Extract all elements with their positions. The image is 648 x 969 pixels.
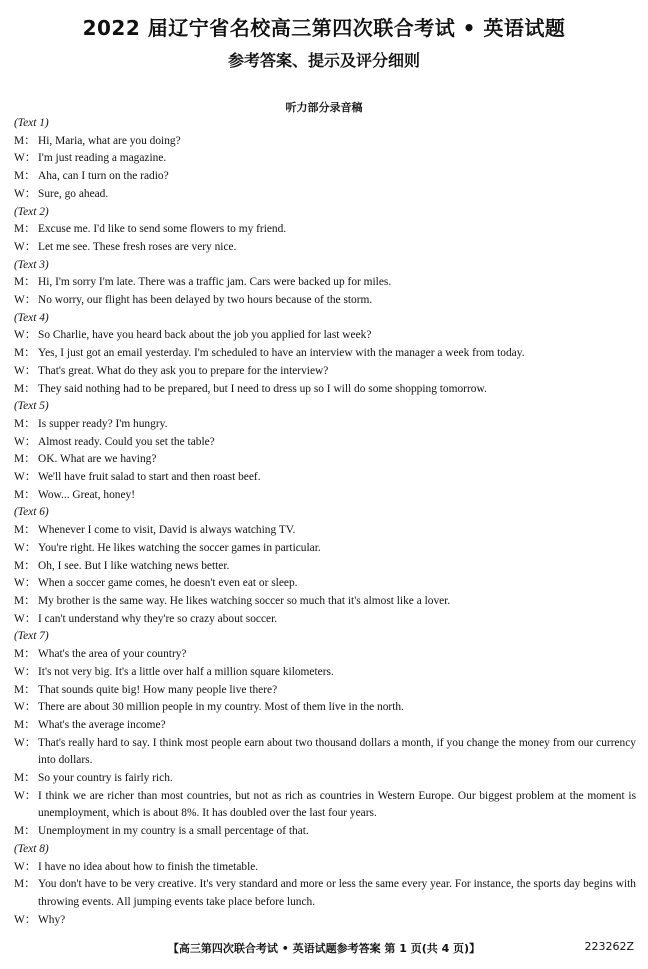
dialogue-line	[14, 292, 636, 310]
dialogue-line	[14, 912, 636, 930]
dialogue-line	[14, 522, 636, 540]
dialogue-line	[14, 133, 636, 151]
dialogue-line	[14, 611, 636, 629]
footer-text: 【高三第四次联合考试 • 英语试题参考答案 第 1 页(共 4 页)】	[167, 942, 481, 955]
dialogue-text: That's great. What do they ask you to prepare for the interview?	[38, 364, 329, 377]
dialogue-text: Excuse me. I'd like to send some flowers to my friend.	[38, 223, 287, 236]
speaker-label: W：	[14, 665, 37, 678]
speaker-label: W：	[14, 736, 37, 749]
text-heading: (Text 4)	[14, 311, 49, 324]
speaker-label: M：	[14, 347, 36, 360]
dialogue-text: Unemployment in my country is a small percentage of that.	[38, 825, 309, 838]
speaker-label: W：	[14, 471, 37, 484]
dialogue-line	[14, 434, 636, 452]
text-heading: (Text 3)	[14, 258, 49, 271]
dialogue-line	[14, 876, 636, 911]
dialogue-text: Almost ready. Could you set the table?	[38, 435, 215, 448]
speaker-label: M：	[14, 648, 36, 661]
speaker-label: W：	[14, 789, 37, 802]
dialogue-text: I have no idea about how to finish the timetable.	[38, 860, 259, 873]
dialogue-line	[14, 646, 636, 664]
footer-code: 223262Z	[584, 940, 634, 953]
document-subtitle: 参考答案、提示及评分细则	[227, 51, 420, 70]
speaker-label: M：	[14, 559, 36, 572]
dialogue-text: Wow... Great, honey!	[38, 488, 136, 501]
dialogue-line	[14, 451, 636, 469]
dialogue-text: What's the area of your country?	[38, 648, 187, 661]
dialogue-line	[14, 416, 636, 434]
dialogue-line	[14, 682, 636, 700]
dialogue-text: What's the average income?	[38, 718, 166, 731]
dialogue-line	[14, 274, 636, 292]
speaker-label: M：	[14, 417, 36, 430]
dialogue-line	[14, 735, 636, 770]
dialogue-text: Why?	[38, 913, 66, 926]
dialogue-text: Let me see. These fresh roses are very nice.	[38, 240, 237, 253]
speaker-label: W：	[14, 329, 37, 342]
dialogue-line	[14, 664, 636, 682]
dialogue-text: I can't understand why they're so crazy about soccer.	[38, 612, 278, 625]
dialogue-text: Is supper ready? I'm hungry.	[38, 417, 168, 430]
speaker-label: M：	[14, 453, 36, 466]
speaker-label: W：	[14, 152, 37, 165]
dialogue-text: They said nothing had to be prepared, but I need to dress up so I will do some shopping tomorrow.	[38, 382, 487, 395]
text-heading: (Text 7)	[14, 630, 49, 643]
dialogue-line	[14, 788, 636, 823]
dialogue-line	[14, 575, 636, 593]
speaker-label: M：	[14, 170, 36, 183]
text-heading: (Text 8)	[14, 842, 49, 855]
dialogue-text: Hi, I'm sorry I'm late. There was a traffic jam. Cars were backed up for miles.	[38, 276, 392, 289]
speaker-label: M：	[14, 825, 36, 838]
dialogue-text: Sure, go ahead.	[38, 187, 109, 200]
dialogue-text: You're right. He likes watching the soccer games in particular.	[38, 541, 321, 554]
dialogue-line	[14, 540, 636, 558]
dialogue-text: So your country is fairly rich.	[38, 772, 173, 785]
section-heading: 听力部分录音稿	[285, 101, 363, 114]
speaker-label: W：	[14, 612, 37, 625]
dialogue-text: It's not very big. It's a little over half a million square kilometers.	[38, 665, 334, 678]
speaker-label: W：	[14, 860, 37, 873]
dialogue-line	[14, 363, 636, 381]
speaker-label: M：	[14, 772, 36, 785]
dialogue-text: I'm just reading a magazine.	[38, 152, 167, 165]
dialogue-text: We'll have fruit salad to start and then roast beef.	[38, 471, 261, 484]
dialogue-text: OK. What are we having?	[38, 453, 157, 466]
speaker-label: W：	[14, 364, 37, 377]
dialogue-line	[14, 699, 636, 717]
dialogue-text: No worry, our flight has been delayed by two hours because of the storm.	[38, 294, 373, 307]
speaker-label: M：	[14, 223, 36, 236]
dialogue-line	[14, 770, 636, 788]
speaker-label: M：	[14, 134, 36, 147]
dialogue-line	[14, 859, 636, 877]
dialogue-line	[14, 221, 636, 239]
speaker-label: M：	[14, 594, 36, 607]
dialogue-text: My brother is the same way. He likes watching soccer so much that it's almost like a lover.	[38, 594, 451, 607]
dialogue-text: Aha, can I turn on the radio?	[38, 170, 169, 183]
speaker-label: W：	[14, 435, 37, 448]
dialogue-text: I think we are richer than most countries, but not as rich as countries in Western Europe. Our biggest problem at the moment is unemployment, which is about 8%. It has doubled over the last four years.	[38, 789, 636, 820]
dialogue-text: So Charlie, have you heard back about the job you applied for last week?	[38, 329, 372, 342]
dialogue-line	[14, 469, 636, 487]
dialogue-line	[14, 823, 636, 841]
speaker-label: M：	[14, 488, 36, 501]
dialogue-text: You don't have to be very creative. It's very standard and more or less the same every year. For instance, the sports day begins with throwing events. All jumping events take place before lunch.	[38, 878, 636, 908]
dialogue-text: Whenever I come to visit, David is always watching TV.	[38, 524, 296, 537]
speaker-label: M：	[14, 276, 36, 289]
speaker-label: W：	[14, 240, 37, 253]
speaker-label: M：	[14, 524, 36, 537]
document-title: 2022 届辽宁省名校高三第四次联合考试 • 英语试题	[82, 16, 566, 40]
dialogue-line	[14, 239, 636, 257]
dialogue-line	[14, 593, 636, 611]
dialogue-line	[14, 345, 636, 363]
text-heading: (Text 6)	[14, 506, 49, 519]
dialogue-text: Yes, I just got an email yesterday. I'm scheduled to have an interview with the manager a week from today.	[38, 347, 525, 360]
dialogue-line	[14, 381, 636, 399]
dialogue-line	[14, 168, 636, 186]
speaker-label: W：	[14, 294, 37, 307]
text-heading: (Text 2)	[14, 205, 49, 218]
dialogue-line	[14, 558, 636, 576]
speaker-label: W：	[14, 541, 37, 554]
speaker-label: M：	[14, 683, 36, 696]
dialogue-line	[14, 150, 636, 168]
speaker-label: W：	[14, 187, 37, 200]
dialogue-line	[14, 717, 636, 735]
speaker-label: M：	[14, 718, 36, 731]
speaker-label: M：	[14, 878, 36, 891]
dialogue-text: There are about 30 million people in my country. Most of them live in the north.	[38, 701, 404, 714]
dialogue-text: Oh, I see. But I like watching news better.	[38, 559, 230, 572]
speaker-label: W：	[14, 577, 37, 590]
dialogue-text: Hi, Maria, what are you doing?	[38, 134, 181, 147]
dialogue-line	[14, 327, 636, 345]
speaker-label: W：	[14, 913, 37, 926]
dialogue-line	[14, 487, 636, 505]
dialogue-text: That sounds quite big! How many people live there?	[38, 683, 278, 696]
page-footer	[0, 940, 648, 958]
speaker-label: W：	[14, 701, 37, 714]
dialogue-text: That's really hard to say. I think most people earn about two thousand dollars a month, if you change the money from our currency into dollars.	[38, 736, 636, 767]
dialogue-text: When a soccer game comes, he doesn't even eat or sleep.	[38, 577, 298, 590]
text-heading: (Text 5)	[14, 400, 49, 413]
speaker-label: M：	[14, 382, 36, 395]
text-heading: (Text 1)	[14, 117, 49, 129]
transcript	[14, 115, 636, 929]
dialogue-line	[14, 186, 636, 204]
